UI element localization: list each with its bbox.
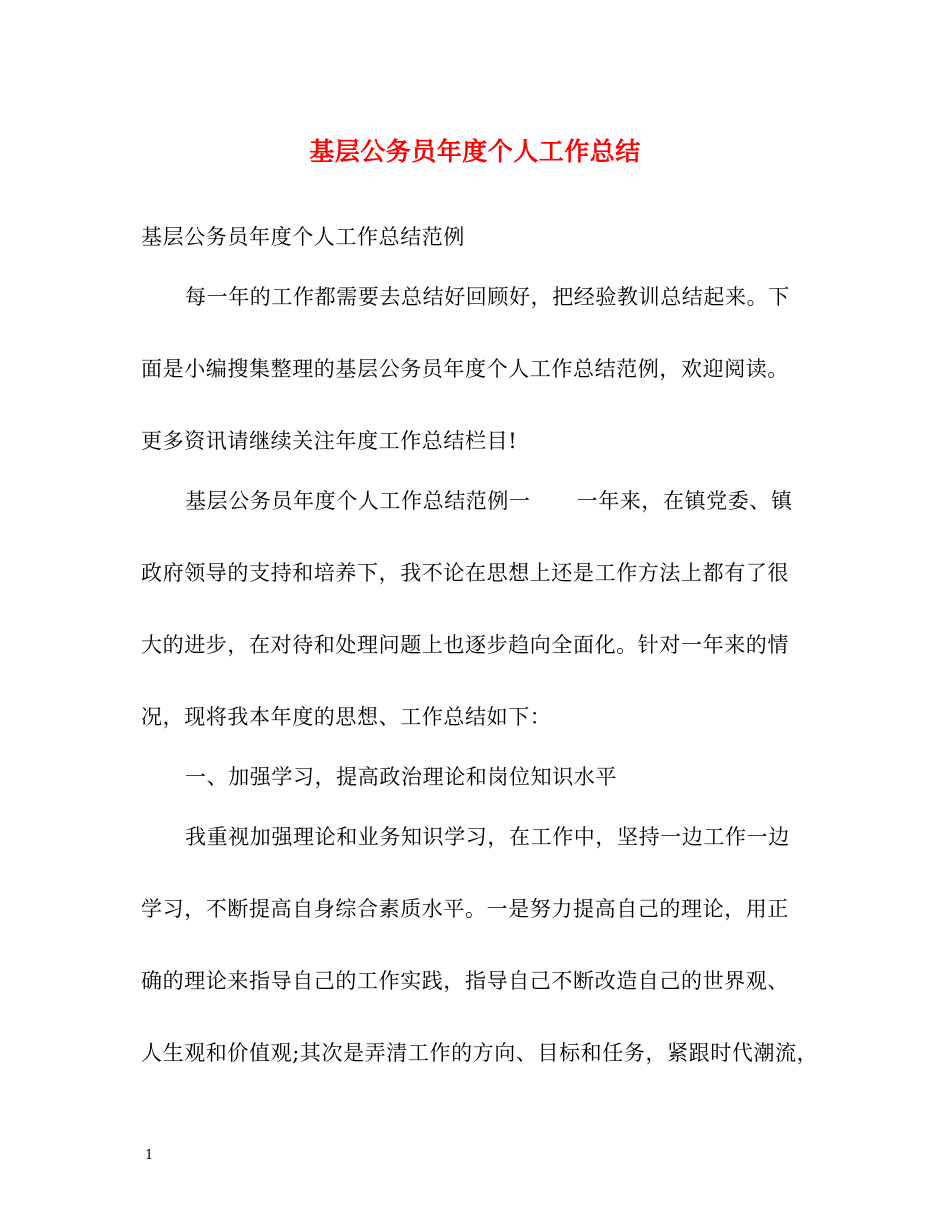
paragraph-line: 我重视加强理论和业务知识学习，在工作中，坚持一边工作一边: [185, 825, 790, 849]
section-heading-text: 基层公务员年度个人工作总结范例一: [185, 489, 531, 513]
paragraph-line: 政府领导的支持和培养下，我不论在思想上还是工作方法上都有了很: [141, 561, 789, 585]
paragraph-line: 每一年的工作都需要去总结好回顾好，把经验教训总结起来。下: [185, 285, 790, 309]
paragraph-line: 况，现将我本年度的思想、工作总结如下：: [141, 705, 552, 729]
paragraph-line: 学习，不断提高自身综合素质水平。一是努力提高自己的理论，用正: [141, 897, 789, 921]
document-title: 基层公务员年度个人工作总结: [309, 137, 641, 166]
paragraph-line: 更多资讯请继续关注年度工作总结栏目!: [141, 429, 518, 453]
paragraph-line: [185, 486, 793, 516]
paragraph-line: 人生观和价值观;其次是弄清工作的方向、目标和任务，紧跟时代潮流，: [141, 1041, 819, 1065]
paragraph-text: 一年来，在镇党委、镇: [576, 489, 793, 513]
paragraph-line: 大的进步，在对待和处理问题上也逐步趋向全面化。针对一年来的情: [141, 633, 789, 657]
paragraph-line: 确的理论来指导自己的工作实践，指导自己不断改造自己的世界观、: [141, 969, 789, 993]
section-heading: 一、加强学习，提高政治理论和岗位知识水平: [185, 765, 617, 789]
page-number: 1: [145, 1148, 154, 1163]
paragraph-line: 面是小编搜集整理的基层公务员年度个人工作总结范例，欢迎阅读。: [141, 357, 789, 381]
subtitle-line: 基层公务员年度个人工作总结范例: [141, 225, 465, 249]
